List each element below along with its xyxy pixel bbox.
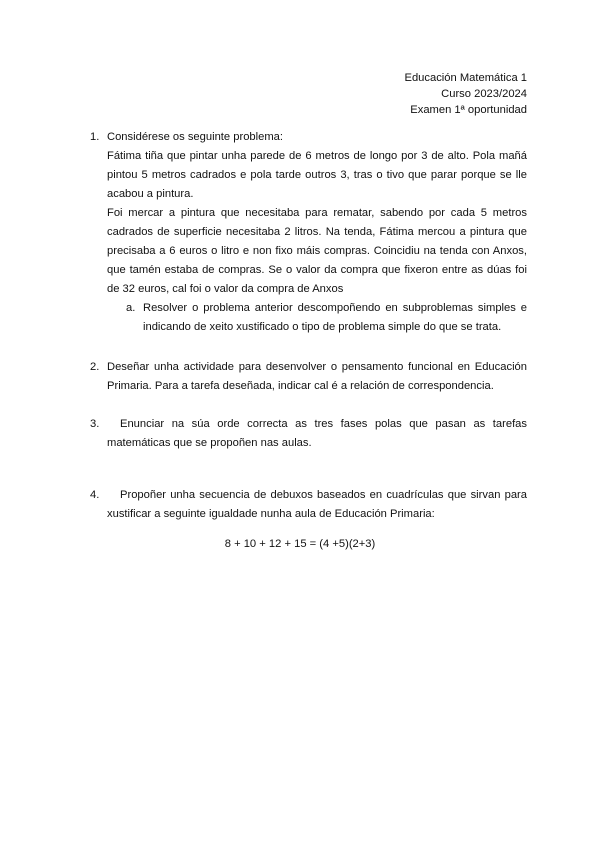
question-1a [126,299,527,337]
equality-formula: 8 + 10 + 12 + 15 = (4 +5)(2+3) [224,538,376,550]
question-2 [90,358,527,396]
question-1-paragraph-1: Fátima tiña que pintar unha parede de 6 metros de longo por 3 de alto. Pola mañá pintou 5 metros cadrados e pola tarde outros 3, tras o tivo que parar porque se lle acabou a pintura. [107,150,527,200]
question-1a-letter: a. [126,302,136,314]
question-2-number: 2. [90,361,100,373]
question-3-text: Enunciar na súa orde correcta as tres fases polas que pasan as tarefas matemáticas que se propoñen nas aulas. [107,418,527,449]
question-1-intro: Considérese os seguinte problema: [107,131,283,143]
question-1-paragraph-2: Foi mercar a pintura que necesitaba para rematar, sabendo por cada 5 metros cadrados de superficie necesitaba 2 litros. Na tenda, Fátima mercou a pintura que precisaba a 6 euros o litro e non fixo máis compras. Coincidiu na tenda con Anxos, que tamén estaba de compras. Se o valor da compra que fixeron entre as dúas foi de 32 euros, cal foi o valor da compra de Anxos [107,207,527,295]
course-name: Educación Matemática 1 [404,72,527,84]
question-4-number: 4. [90,489,100,501]
question-4-text: Propoñer unha secuencia de debuxos baseados en cuadrículas que sirvan para xustificar a seguinte igualdade nunha aula de Educación Primaria: [107,489,527,520]
school-year: Curso 2023/2024 [441,88,527,100]
question-4 [90,486,527,524]
question-1-number: 1. [90,131,100,143]
exam-session: Examen 1ª oportunidad [410,104,527,116]
question-3 [90,415,527,453]
question-1a-text: Resolver o problema anterior descompoñendo en subproblemas simples e indicando de xeito xustificado o tipo de problema simple do que se trata. [143,302,527,333]
question-1 [90,128,527,337]
document-header [404,70,527,118]
question-2-text: Deseñar unha actividade para desenvolver o pensamento funcional en Educación Primaria. Para a tarefa deseñada, indicar cal é a relación de correspondencia. [107,361,527,392]
question-3-number: 3. [90,418,100,430]
